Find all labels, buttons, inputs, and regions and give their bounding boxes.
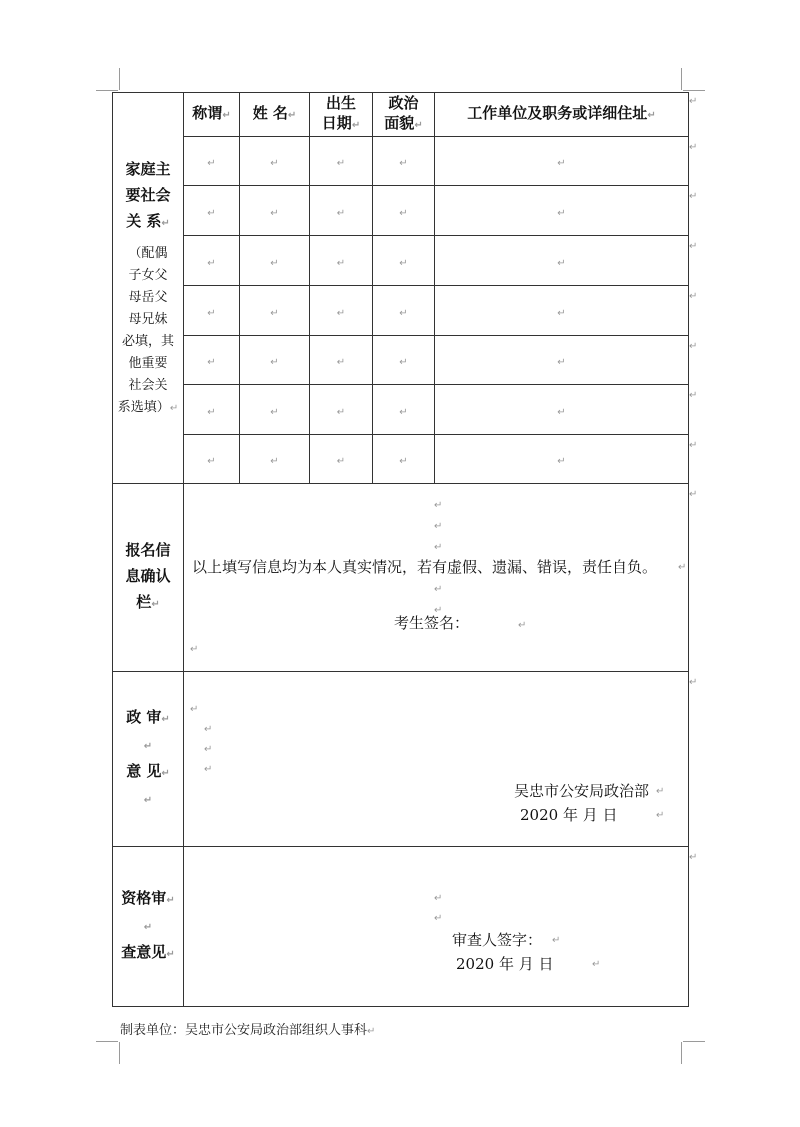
column-header-political-status: 政治 面貌↵ bbox=[373, 93, 435, 137]
family-row bbox=[113, 236, 689, 286]
crop-mark-bottom-left-h bbox=[96, 1041, 118, 1042]
row-end-mark: ↵ bbox=[689, 241, 698, 252]
family-cell[interactable]: ↵ bbox=[240, 336, 310, 385]
family-cell[interactable]: ↵ bbox=[240, 137, 310, 186]
political-review-date: 2020 年 月 日 bbox=[520, 806, 618, 824]
family-cell[interactable]: ↵ bbox=[373, 186, 435, 236]
registration-form-table bbox=[112, 92, 689, 1007]
row-end-mark: ↵ bbox=[689, 677, 698, 688]
qualification-review-content[interactable]: ↵ ↵ 审查人签字： ↵ 2020 年 月 日 ↵ bbox=[184, 847, 689, 1007]
row-end-mark: ↵ bbox=[689, 341, 698, 352]
family-cell[interactable]: ↵ bbox=[373, 336, 435, 385]
family-cell[interactable]: ↵ bbox=[435, 435, 689, 484]
confirm-statement: 以上填写信息均为本人真实情况，若有虚假、遗漏、错误，责任自负。 bbox=[192, 558, 658, 576]
column-header-title: 称谓↵ bbox=[184, 93, 240, 137]
reviewer-signature-label: 审查人签字： bbox=[452, 931, 543, 949]
political-review-content[interactable]: ↵ ↵ ↵ ↵ 吴忠市公安局政治部 ↵ 2020 年 月 日 ↵ bbox=[184, 672, 689, 847]
row-end-mark: ↵ bbox=[689, 852, 698, 863]
row-end-mark: ↵ bbox=[689, 489, 698, 500]
crop-mark-bottom-right-v bbox=[681, 1042, 682, 1064]
family-row bbox=[113, 435, 689, 484]
family-cell[interactable]: ↵ bbox=[184, 286, 240, 336]
family-cell[interactable]: ↵ bbox=[435, 336, 689, 385]
political-section-label: 政 审↵ ↵ 意 见↵ ↵ bbox=[113, 672, 184, 847]
row-end-mark: ↵ bbox=[689, 191, 698, 202]
family-cell[interactable]: ↵ bbox=[240, 435, 310, 484]
qualification-review-date: 2020 年 月 日 bbox=[456, 955, 554, 973]
crop-mark-bottom-left-v bbox=[119, 1042, 120, 1064]
family-cell[interactable]: ↵ bbox=[435, 186, 689, 236]
family-cell[interactable]: ↵ bbox=[184, 385, 240, 435]
row-end-mark: ↵ bbox=[689, 390, 698, 401]
family-cell[interactable]: ↵ bbox=[373, 435, 435, 484]
family-row bbox=[113, 186, 689, 236]
family-title-line: 要社会 bbox=[125, 186, 171, 204]
family-row bbox=[113, 336, 689, 385]
crop-mark-top-right-v bbox=[681, 68, 682, 90]
family-cell[interactable]: ↵ bbox=[310, 286, 373, 336]
row-end-mark: ↵ bbox=[689, 291, 698, 302]
family-cell[interactable]: ↵ bbox=[310, 435, 373, 484]
column-header-workplace-address: 工作单位及职务或详细住址↵ bbox=[435, 93, 689, 137]
political-review-org: 吴忠市公安局政治部 bbox=[514, 782, 650, 800]
family-cell[interactable]: ↵ bbox=[240, 186, 310, 236]
family-cell[interactable]: ↵ bbox=[184, 336, 240, 385]
family-cell[interactable]: ↵ bbox=[373, 286, 435, 336]
footer-issuer: 制表单位：吴忠市公安局政治部组织人事科↵ bbox=[120, 1023, 376, 1038]
family-cell[interactable]: ↵ bbox=[435, 236, 689, 286]
crop-mark-top-left-h bbox=[96, 90, 118, 91]
family-cell[interactable]: ↵ bbox=[310, 385, 373, 435]
crop-mark-top-left-v bbox=[119, 68, 120, 90]
family-section-label: 家庭主 要社会 关 系↵ （配偶 子女父 母岳父 母兄妹 必填，其 他重要 社会关 系选填）↵ bbox=[113, 93, 184, 484]
family-row bbox=[113, 137, 689, 186]
family-cell[interactable]: ↵ bbox=[184, 435, 240, 484]
family-header-row bbox=[113, 93, 689, 137]
candidate-signature-label: 考生签名： bbox=[394, 614, 470, 632]
family-cell[interactable]: ↵ bbox=[310, 336, 373, 385]
qualification-section-label: 资格审↵ ↵ 查意见↵ bbox=[113, 847, 184, 1007]
crop-mark-top-right-h bbox=[683, 90, 705, 91]
family-note: （配偶 子女父 母岳父 母兄妹 必填，其 他重要 社会关 系选填）↵ bbox=[117, 246, 179, 415]
family-cell[interactable]: ↵ bbox=[184, 236, 240, 286]
family-cell[interactable]: ↵ bbox=[435, 286, 689, 336]
crop-mark-bottom-right-h bbox=[683, 1041, 705, 1042]
family-cell[interactable]: ↵ bbox=[373, 236, 435, 286]
confirm-content[interactable]: ↵ ↵ ↵ 以上填写信息均为本人真实情况，若有虚假、遗漏、错误，责任自负。 ↵ ↵ ↵ 考生签名： ↵ ↵ bbox=[184, 484, 689, 672]
family-cell[interactable]: ↵ bbox=[184, 137, 240, 186]
family-cell[interactable]: ↵ bbox=[310, 236, 373, 286]
family-title-line: 关 系 bbox=[126, 212, 162, 230]
family-cell[interactable]: ↵ bbox=[310, 186, 373, 236]
row-end-mark: ↵ bbox=[689, 96, 698, 107]
family-cell[interactable]: ↵ bbox=[240, 385, 310, 435]
family-cell[interactable]: ↵ bbox=[240, 286, 310, 336]
row-end-mark: ↵ bbox=[689, 142, 698, 153]
family-title-line: 家庭主 bbox=[125, 160, 171, 178]
family-cell[interactable]: ↵ bbox=[373, 385, 435, 435]
qualification-review-row bbox=[113, 847, 689, 1007]
family-row bbox=[113, 385, 689, 435]
confirm-row bbox=[113, 484, 689, 672]
family-cell[interactable]: ↵ bbox=[373, 137, 435, 186]
family-cell[interactable]: ↵ bbox=[435, 385, 689, 435]
family-cell[interactable]: ↵ bbox=[435, 137, 689, 186]
family-cell[interactable]: ↵ bbox=[310, 137, 373, 186]
family-cell[interactable]: ↵ bbox=[184, 186, 240, 236]
family-cell[interactable]: ↵ bbox=[240, 236, 310, 286]
column-header-birthdate: 出生 日期↵ bbox=[310, 93, 373, 137]
family-row bbox=[113, 286, 689, 336]
political-review-row bbox=[113, 672, 689, 847]
row-end-mark: ↵ bbox=[689, 440, 698, 451]
confirm-section-label: 报名信 息确认 栏↵ bbox=[113, 484, 184, 672]
column-header-name: 姓 名↵ bbox=[240, 93, 310, 137]
